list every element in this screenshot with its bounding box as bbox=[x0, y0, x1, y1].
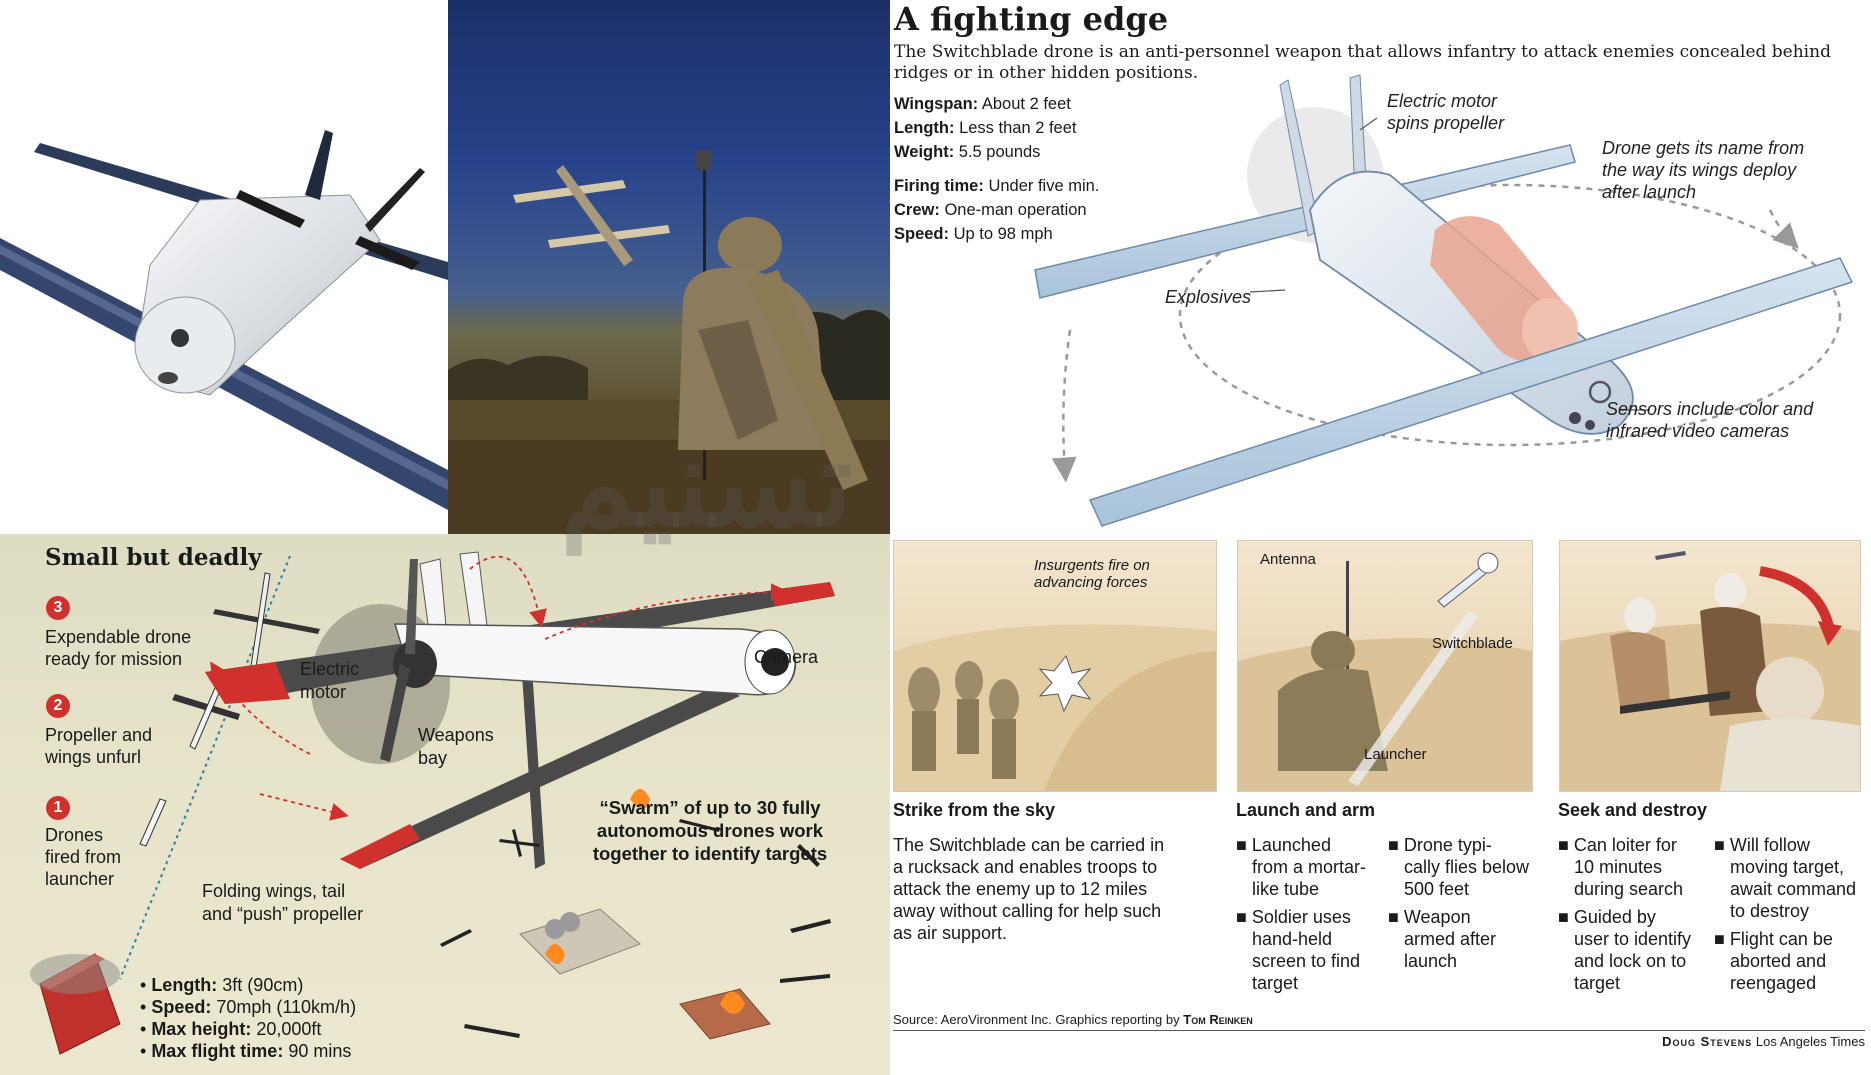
label-electric: Electric bbox=[300, 659, 360, 679]
step-2-line-2: wings unfurl bbox=[45, 747, 142, 767]
spec-firing-time: Firing time: Under five min. bbox=[894, 177, 1100, 195]
launch-scene bbox=[1237, 540, 1533, 792]
label-folding-1: Folding wings, tail bbox=[202, 881, 346, 901]
strike-body-line-2: a rucksack and enables troops to bbox=[893, 857, 1158, 877]
source-credit: Source: AeroVironment Inc. Graphics reporting by Tom Reinken bbox=[893, 1012, 1253, 1027]
step-1-line-1: Drones bbox=[45, 825, 104, 845]
infographic-lede: The Switchblade drone is an anti-personnel weapon that allows infantry to attack enemies concealed behind ridges or in other hidden positions. bbox=[894, 42, 1831, 83]
switchblade-label: Switchblade bbox=[1432, 635, 1513, 652]
label-motor: motor bbox=[300, 682, 347, 702]
switchblade-diagram bbox=[890, 0, 1871, 534]
label-camera: Camera bbox=[754, 647, 819, 667]
spec-length: Length: Less than 2 feet bbox=[894, 119, 1077, 137]
callout-sensors-2: infrared video cameras bbox=[1606, 421, 1790, 441]
drone-photo-illustration bbox=[0, 0, 448, 534]
strike-header: Strike from the sky bbox=[893, 800, 1056, 820]
spec-crew: Crew: One-man operation bbox=[894, 201, 1087, 219]
step-1-line-3: launcher bbox=[45, 869, 115, 889]
stat-speed: • Speed: 70mph (110km/h) bbox=[140, 997, 357, 1017]
watermark: تسنيم bbox=[560, 417, 853, 551]
label-weapons: Weapons bbox=[418, 725, 494, 745]
spec-wingspan: Wingspan: About 2 feet bbox=[894, 95, 1071, 113]
stat-length: • Length: 3ft (90cm) bbox=[140, 975, 304, 995]
step-3-line-2: ready for mission bbox=[45, 649, 183, 669]
seek-bullet-2: ■ Guided by user to identify and lock on to target bbox=[1558, 907, 1692, 993]
antenna-label: Antenna bbox=[1260, 551, 1316, 568]
strike-scene-label-1: Insurgents fire on bbox=[1034, 557, 1150, 574]
step-3-line-1: Expendable drone bbox=[45, 627, 192, 647]
strike-scene-label-2: advancing forces bbox=[1034, 574, 1148, 591]
callout-motor-1: Electric motor bbox=[1387, 91, 1498, 111]
launch-bullet-3: ■ Drone typi- cally flies below 500 feet bbox=[1388, 835, 1530, 899]
launch-bullet-2: ■ Soldier uses hand-held screen to find target bbox=[1236, 907, 1361, 993]
infographic-fighting-edge bbox=[890, 0, 1871, 534]
label-folding-2: and “push” propeller bbox=[202, 904, 364, 924]
seek-scene bbox=[1559, 540, 1861, 792]
launch-bullet-1: ■ Launched from a mortar- like tube bbox=[1236, 835, 1367, 899]
strike-scene bbox=[893, 540, 1217, 792]
strike-body-line-4: away without calling for help such bbox=[893, 901, 1162, 921]
callout-name-2: the way its wings deploy bbox=[1602, 160, 1797, 180]
swarm-line-2: autonomous drones work bbox=[596, 820, 824, 841]
swarm-line-3: together to identify targets bbox=[592, 843, 828, 864]
seek-scene-illustration bbox=[1560, 541, 1860, 791]
small-but-deadly-graphic bbox=[0, 534, 890, 1075]
launch-header: Launch and arm bbox=[1236, 800, 1376, 820]
label-bay: bay bbox=[418, 748, 448, 768]
infographic-title: A fighting edge bbox=[894, 0, 1169, 38]
strike-body-line-5: as air support. bbox=[893, 923, 1008, 943]
spec-speed: Speed: Up to 98 mph bbox=[894, 225, 1053, 243]
callout-sensors-1: Sensors include color and bbox=[1606, 399, 1814, 419]
callout-explosives: Explosives bbox=[1165, 287, 1252, 307]
seek-header: Seek and destroy bbox=[1558, 800, 1708, 820]
callout-name-1: Drone gets its name from bbox=[1602, 138, 1805, 158]
stat-max-flight-time: • Max flight time: 90 mins bbox=[140, 1041, 352, 1061]
seek-bullet-4: ■ Flight can be aborted and reengaged bbox=[1714, 929, 1833, 993]
callout-name-3: after launch bbox=[1602, 182, 1697, 202]
seek-bullet-3: ■ Will follow moving target, await command to destroy bbox=[1714, 835, 1857, 921]
small-but-deadly-title: Small but deadly bbox=[45, 544, 262, 571]
credit-divider bbox=[893, 1030, 1865, 1031]
spec-weight: Weight: 5.5 pounds bbox=[894, 143, 1041, 161]
drone-photo bbox=[0, 0, 448, 534]
stat-max-height: • Max height: 20,000ft bbox=[140, 1019, 322, 1039]
step-2-line-1: Propeller and bbox=[45, 725, 153, 745]
seek-bullet-1: ■ Can loiter for 10 minutes during search bbox=[1558, 835, 1684, 899]
launch-bullet-4: ■ Weapon armed after launch bbox=[1388, 907, 1497, 971]
swarm-line-1: “Swarm” of up to 30 fully bbox=[599, 797, 821, 818]
step-number-3: 3 bbox=[46, 596, 70, 620]
callout-motor-2: spins propeller bbox=[1387, 113, 1505, 133]
launcher-label: Launcher bbox=[1364, 746, 1427, 763]
step-number-2: 2 bbox=[46, 694, 70, 718]
step-1-line-2: fired from bbox=[45, 847, 122, 867]
step-number-1: 1 bbox=[46, 796, 70, 820]
strike-body-line-1: The Switchblade can be carried in bbox=[893, 835, 1165, 855]
strike-body-line-3: attack the enemy up to 12 miles bbox=[893, 879, 1148, 899]
byline-credit: Doug Stevens Los Angeles Times bbox=[1662, 1034, 1865, 1049]
